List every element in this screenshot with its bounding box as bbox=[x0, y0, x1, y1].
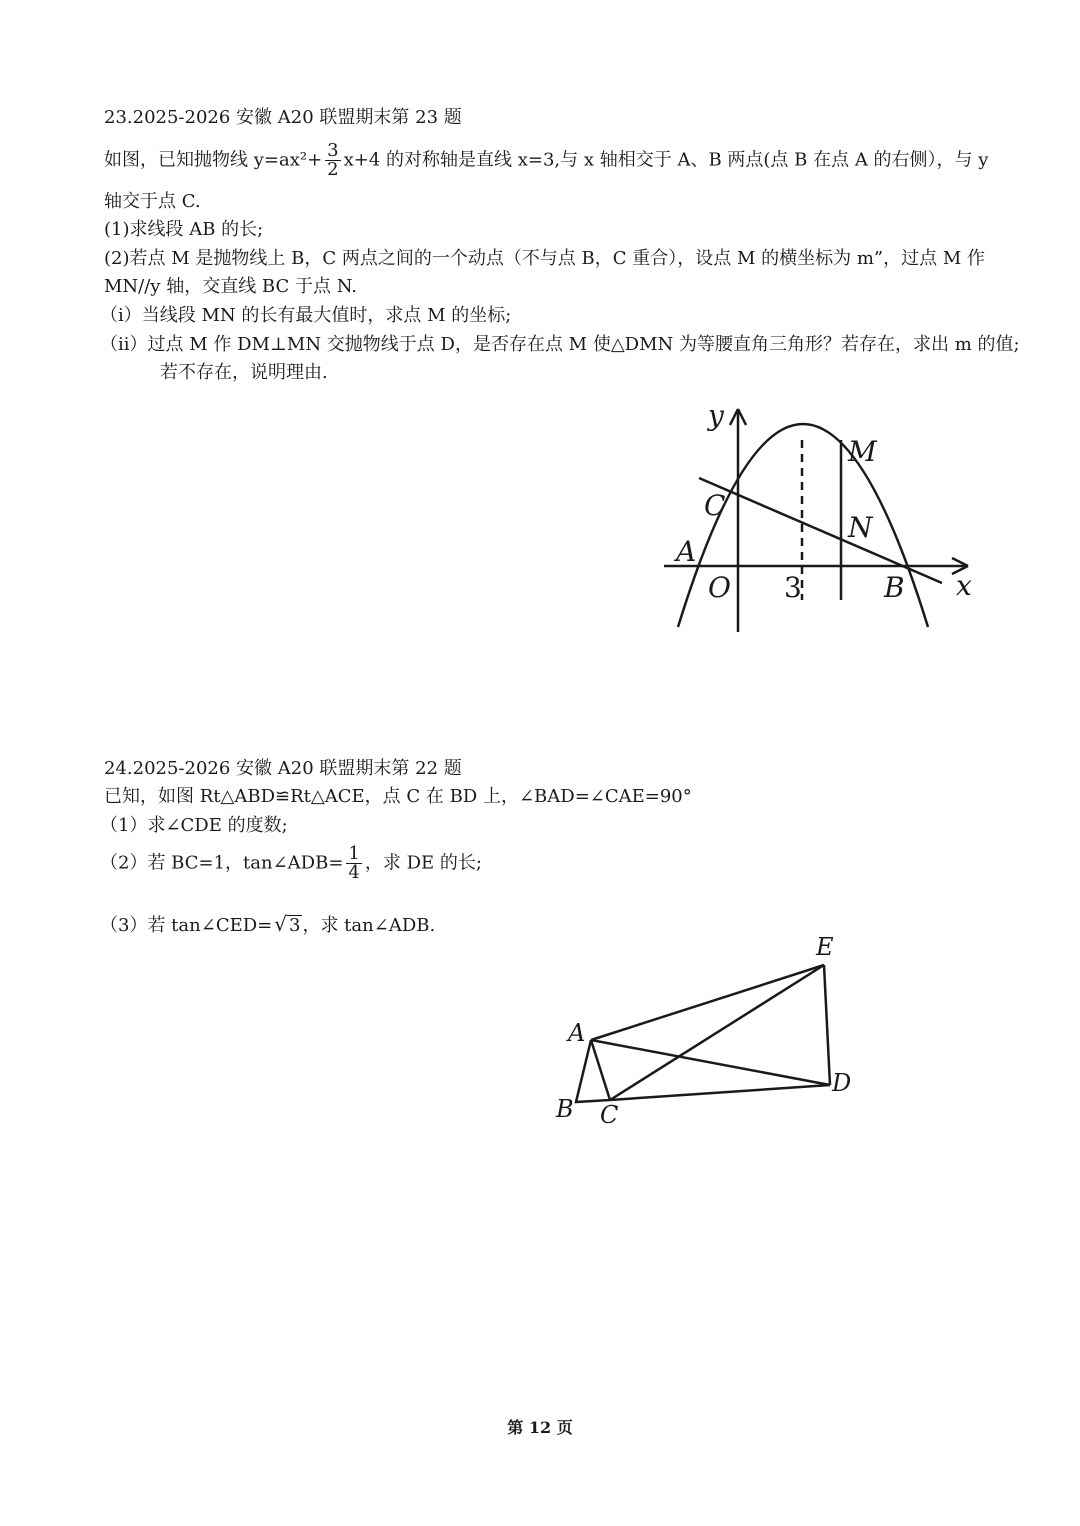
q23-parabola-figure bbox=[650, 395, 990, 640]
sqrt-icon: √ bbox=[274, 912, 287, 936]
q23-stem-c: 轴交于点 C. bbox=[104, 191, 201, 212]
q24-title: 24.2025-2026 安徽 A20 联盟期末第 22 题 bbox=[104, 758, 462, 779]
label-m: M bbox=[848, 435, 877, 468]
segment-ce bbox=[610, 965, 824, 1100]
q24-frac-num: 1 bbox=[348, 843, 360, 864]
q24-stem: 已知，如图 Rt△ABD≌Rt△ACE，点 C 在 BD 上，∠BAD=∠CAE=90° bbox=[104, 786, 692, 807]
q23-frac-den: 2 bbox=[327, 159, 339, 180]
label-x: x bbox=[956, 569, 972, 602]
q23-part-ii-line2: 若不存在，说明理由. bbox=[160, 362, 328, 383]
label-c: C bbox=[704, 489, 726, 522]
label-c: C bbox=[600, 1101, 619, 1129]
q23-frac-num: 3 bbox=[327, 140, 339, 161]
q23-part2-line2: MN//y 轴，交直线 BC 于点 N. bbox=[104, 276, 358, 297]
triangle-abc-bd bbox=[576, 1040, 830, 1102]
label-a: A bbox=[676, 535, 697, 568]
q24-part2-a: （2）若 BC=1，tan∠ADB= bbox=[100, 852, 344, 874]
segment-ae bbox=[591, 965, 824, 1040]
q23-title: 23.2025-2026 安徽 A20 联盟期末第 23 题 bbox=[104, 107, 462, 128]
label-y: y bbox=[708, 399, 724, 432]
q24-part3-b: ，求 tan∠ADB. bbox=[302, 915, 436, 936]
q24-part2 bbox=[100, 845, 482, 882]
q23-part-i: （i）当线段 MN 的长有最大值时，求点 M 的坐标; bbox=[100, 305, 512, 326]
label-e: E bbox=[816, 933, 834, 961]
page-number: 第 12 页 bbox=[507, 1418, 573, 1437]
segment-ac bbox=[591, 1040, 610, 1100]
q24-sqrt-radicand: 3 bbox=[289, 915, 301, 936]
label-n: N bbox=[848, 511, 873, 544]
segment-ad bbox=[591, 1040, 830, 1085]
q23-part1: (1)求线段 AB 的长; bbox=[104, 219, 264, 240]
q24-part3-a: （3）若 tan∠CED= bbox=[100, 915, 273, 936]
q23-stem-a: 如图，已知抛物线 y=ax²+ bbox=[104, 149, 323, 171]
q24-triangle-figure bbox=[548, 925, 868, 1135]
label-b: B bbox=[556, 1095, 574, 1123]
q24-part2-b: ，求 DE 的长; bbox=[364, 852, 482, 874]
q24-sqrt bbox=[274, 912, 302, 938]
label-d: D bbox=[832, 1069, 852, 1097]
q23-part-ii-line1: （ii）过点 M 作 DM⊥MN 交抛物线于点 D，是否存在点 M 使△DMN 为等腰直角三角形？若存在，求出 m 的值; bbox=[100, 334, 1020, 355]
q23-part2-line1: (2)若点 M 是抛物线上 B，C 两点之间的一个动点（不与点 B，C 重合），设点 M 的横坐标为 m”，过点 M 作 bbox=[104, 248, 985, 269]
q24-fraction bbox=[346, 845, 361, 882]
q23-stem-b: x+4 的对称轴是直线 x=3,与 x 轴相交于 A、B 两点(点 B 在点 A 的右侧），与 y bbox=[343, 149, 989, 171]
q24-part3 bbox=[100, 912, 435, 938]
segment-ed bbox=[824, 965, 830, 1085]
label-o: O bbox=[708, 571, 731, 604]
label-a: A bbox=[568, 1019, 586, 1047]
label-three: 3 bbox=[784, 571, 802, 604]
q23-stem-line1 bbox=[104, 142, 988, 179]
label-b: B bbox=[884, 571, 905, 604]
q23-fraction bbox=[325, 142, 340, 179]
q24-part1: （1）求∠CDE 的度数; bbox=[100, 815, 288, 836]
q24-frac-den: 4 bbox=[348, 862, 360, 883]
